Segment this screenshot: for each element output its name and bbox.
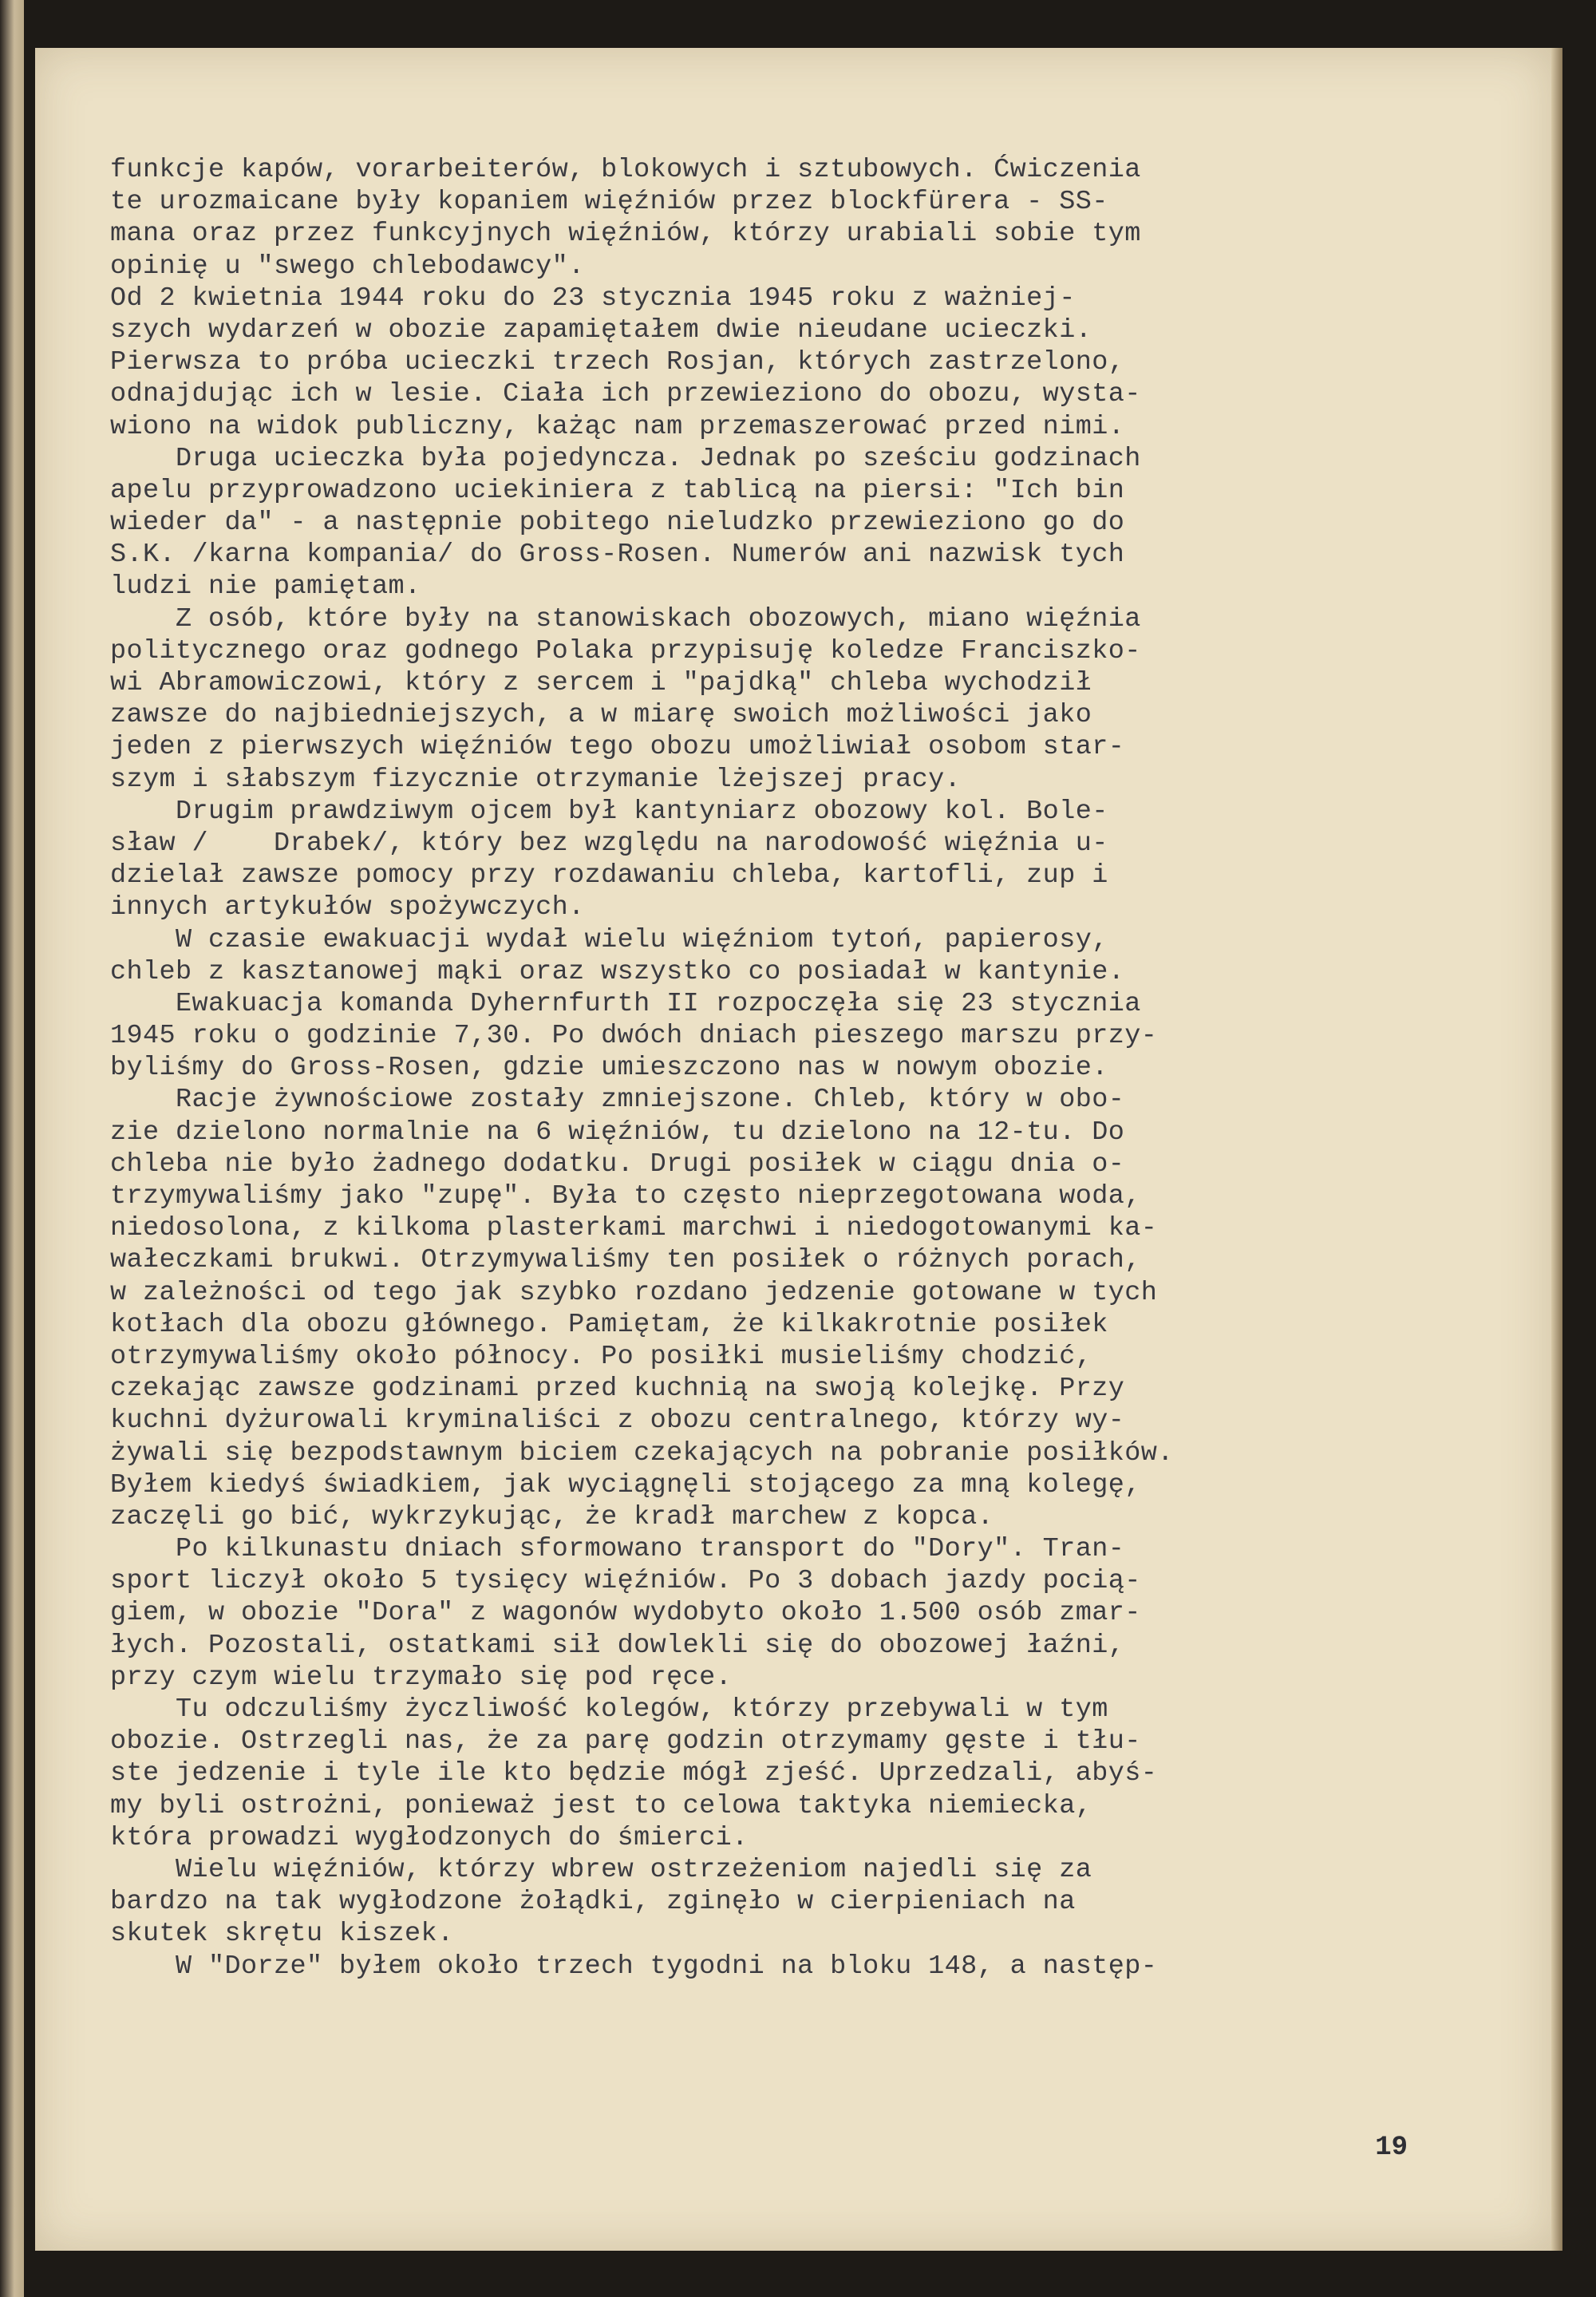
text-line: żywali się bezpodstawnym biciem czekających na pobranie posiłków. [110, 1437, 1174, 1469]
text-line: zaczęli go bić, wykrzykując, że kradł marchew z kopca. [110, 1501, 994, 1532]
text-line: Od 2 kwietnia 1944 roku do 23 stycznia 1945 roku z ważniej- [110, 283, 1076, 314]
adjacent-page-edge [0, 0, 24, 2297]
text-line: Ewakuacja komanda Dyhernfurth II rozpoczęła się 23 stycznia [110, 988, 1141, 1019]
text-line: szych wydarzeń w obozie zapamiętałem dwie nieudane ucieczki. [110, 314, 1092, 346]
text-line: Druga ucieczka była pojedyncza. Jednak po sześciu godzinach [110, 443, 1141, 474]
text-line: byliśmy do Gross-Rosen, gdzie umieszczono nas w nowym obozie. [110, 1053, 1108, 1084]
page-number: 19 [1375, 2133, 1408, 2163]
text-line: wiono na widok publiczny, każąc nam przemaszerować przed nimi. [110, 411, 1125, 442]
text-line: wi Abramowiczowi, który z sercem i "pajdką" chleba wychodził [110, 668, 1092, 698]
text-line: Drugim prawdziwym ojcem był kantyniarz obozowy kol. Bole- [110, 796, 1108, 827]
text-line: szym i słabszym fizycznie otrzymanie lżejszej pracy. [110, 764, 962, 795]
text-line: Po kilkunastu dniach sformowano transport do "Dory". Tran- [110, 1534, 1125, 1565]
text-line: chleba nie było żadnego dodatku. Drugi posiłek w ciągu dnia o- [110, 1148, 1125, 1180]
text-line: S.K. /karna kompania/ do Gross-Rosen. Numerów ani nazwisk tych [110, 540, 1125, 571]
text-line: w zależności od tego jak szybko rozdano jedzenie gotowane w tych [110, 1277, 1158, 1308]
text-line: Pierwsza to próba ucieczki trzech Rosjan, których zastrzelono, [110, 347, 1125, 378]
text-line: politycznego oraz godnego Polaka przypisuję koledze Franciszko- [110, 635, 1141, 666]
text-line: sław / Drabek/, który bez względu na narodowość więźnia u- [110, 828, 1108, 859]
text-line: wałeczkami brukwi. Otrzymywaliśmy ten posiłek o różnych porach, [110, 1245, 1141, 1276]
text-line: apelu przyprowadzono uciekiniera z tablicą na piersi: "Ich bin [110, 475, 1125, 506]
text-line: Tu odczuliśmy życzliwość kolegów, którzy przebywali w tym [110, 1694, 1108, 1725]
text-line: ludzi nie pamiętam. [110, 571, 421, 603]
text-line: my byli ostrożni, ponieważ jest to celowa taktyka niemiecka, [110, 1790, 1092, 1821]
text-line: W czasie ewakuacji wydał wielu więźniom tytoń, papierosy, [110, 924, 1108, 955]
text-line: czekając zawsze godzinami przed kuchnią na swoją kolejkę. Przy [110, 1374, 1125, 1405]
text-line: Byłem kiedyś świadkiem, jak wyciągnęli stojącego za mną kolegę, [110, 1469, 1141, 1500]
text-line: dzielał zawsze pomocy przy rozdawaniu chleba, kartofli, zup i [110, 860, 1108, 892]
text-line: chleb z kasztanowej mąki oraz wszystko co posiadał w kantynie. [110, 956, 1125, 987]
text-line: mana oraz przez funkcyjnych więźniów, którzy urabiali sobie tym [110, 219, 1141, 250]
text-line: łych. Pozostali, ostatkami sił dowlekli się do obozowej łaźni, [110, 1630, 1125, 1661]
page-edge-shadow [1551, 48, 1562, 2251]
text-line: Wielu więźniów, którzy wbrew ostrzeżeniom najedli się za [110, 1854, 1092, 1885]
text-line: funkcje kapów, vorarbeiterów, blokowych i sztubowych. Ćwiczenia [110, 155, 1141, 185]
text-line: W "Dorze" byłem około trzech tygodni na bloku 148, a następ- [110, 1951, 1158, 1982]
text-line: wieder da" - a następnie pobitego nieludzko przewieziono go do [110, 508, 1125, 539]
text-line: ste jedzenie i tyle ile kto będzie mógł zjeść. Uprzedzali, abyś- [110, 1758, 1158, 1789]
text-line: innych artykułów spożywczych. [110, 892, 585, 923]
text-line: bardzo na tak wygłodzone żołądki, zginęło w cierpieniach na [110, 1887, 1076, 1918]
text-line: Racje żywnościowe zostały zmniejszone. Chleb, który w obo- [110, 1085, 1125, 1116]
text-line: skutek skrętu kiszek. [110, 1919, 454, 1950]
text-line: opinię u "swego chlebodawcy". [110, 251, 585, 282]
text-line: przy czym wielu trzymało się pod ręce. [110, 1662, 733, 1693]
text-line: zawsze do najbiedniejszych, a w miarę swoich możliwości jako [110, 700, 1092, 731]
document-page [35, 48, 1551, 2251]
text-line: 1945 roku o godzinie 7,30. Po dwóch dniach pieszego marszu przy- [110, 1021, 1158, 1052]
text-line: niedosolona, z kilkoma plasterkami marchwi i niedogotowanymi ka- [110, 1213, 1158, 1244]
text-line: sport liczył około 5 tysięcy więźniów. Po 3 dobach jazdy pocią- [110, 1566, 1141, 1597]
text-line: która prowadzi wygłodzonych do śmierci. [110, 1822, 749, 1853]
text-line: kotłach dla obozu głównego. Pamiętam, że kilkakrotnie posiłek [110, 1309, 1108, 1340]
text-line: obozie. Ostrzegli nas, że za parę godzin otrzymamy gęste i tłu- [110, 1726, 1141, 1757]
text-line: giem, w obozie "Dora" z wagonów wydobyto około 1.500 osób zmar- [110, 1598, 1141, 1629]
text-line: zie dzielono normalnie na 6 więźniów, tu dzielono na 12-tu. Do [110, 1117, 1125, 1148]
text-line: Z osób, które były na stanowiskach obozowych, miano więźnia [110, 603, 1141, 635]
body-text [110, 154, 1451, 1983]
text-line: te urozmaicane były kopaniem więźniów przez blockfürera - SS- [110, 187, 1108, 218]
text-line: odnajdując ich w lesie. Ciała ich przewieziono do obozu, wysta- [110, 379, 1141, 410]
text-line: jeden z pierwszych więźniów tego obozu umożliwiał osobom star- [110, 732, 1125, 763]
text-line: otrzymywaliśmy około północy. Po posiłki musieliśmy chodzić, [110, 1341, 1092, 1372]
text-line: kuchni dyżurowali kryminaliści z obozu centralnego, którzy wy- [110, 1405, 1125, 1437]
text-line: trzymywaliśmy jako "zupę". Była to często nieprzegotowana woda, [110, 1181, 1141, 1212]
